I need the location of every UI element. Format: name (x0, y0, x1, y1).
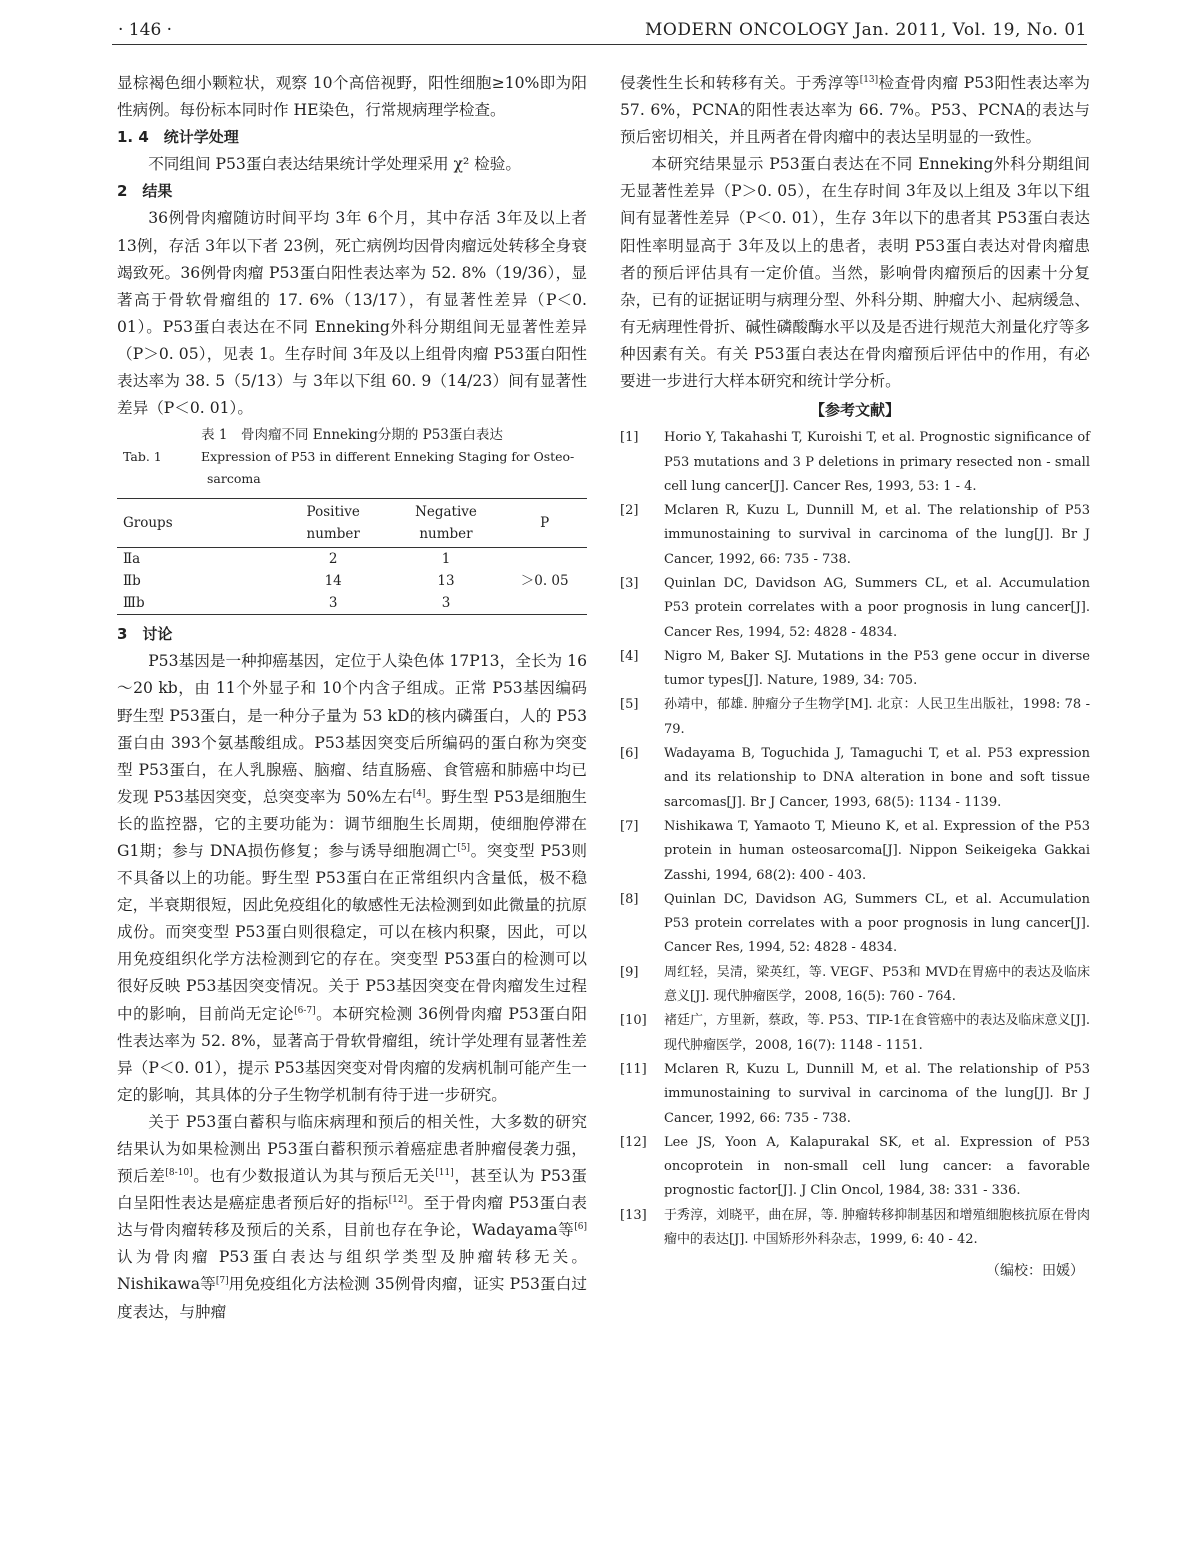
header-negative (390, 499, 503, 548)
reference-item (620, 645, 1090, 694)
reference-item (620, 1131, 1090, 1204)
header-negative-line2: number (419, 526, 473, 543)
section-2-heading: 2 结果 (117, 182, 173, 201)
reference-text: 褚廷广，方里新，蔡政，等. P53、TIP-1在食管癌中的表达及临床意义[J]. 现代肿瘤医学，2008, 16(7): 1148 - 1151. (664, 1013, 1090, 1053)
text-run: 检查骨肉瘤 P53阳性表达率为 57. 6%，PCNA的阳性表达率为 66. 7%。P53、PCNA的表达与预后密切相关，并且两者在骨肉瘤中的表达呈明显的一致性。 (620, 74, 1090, 147)
editor-note: （编校：田媛） (986, 1263, 1084, 1280)
expression-table (117, 498, 587, 615)
header-p: P (502, 499, 587, 548)
citation: [13] (859, 74, 879, 85)
reference-item (620, 1058, 1090, 1131)
cell-positive: 3 (277, 592, 390, 615)
reference-text: Quinlan DC, Davidson AG, Summers CL, et al. Accumulation P53 protein correlates with a poor prognosis in lung cancer[J]. Cancer Res, 1994, 52: 4828 - 4834. (664, 576, 1090, 640)
table-caption-cn: 表 1 骨肉瘤不同 Enneking分期的 P53蛋白表达 (201, 427, 503, 444)
header-positive (277, 499, 390, 548)
cell-group: Ⅱa (123, 551, 141, 568)
table-caption-en-line2: sarcoma (207, 471, 261, 487)
cell-negative: 1 (441, 551, 451, 568)
reference-text: Horio Y, Takahashi T, Kuroishi T, et al. Prognostic significance of P53 mutations and 3 P deletions in primary resected non - small cell lung cancer[J]. Cancer Res, 1993, 53: 1 - 4. (664, 430, 1090, 494)
reference-text: Wadayama B, Toguchida J, Tamaguchi T, et al. P53 expression and its relationship to DNA alteration in bone and soft tissue sarcomas[J]. Br J Cancer, 1993, 68(5): 1134 - 1139. (664, 746, 1090, 810)
discussion-paragraph-2 (117, 1109, 587, 1326)
citation: [4] (412, 788, 426, 799)
table-caption-en (117, 446, 587, 490)
cell-group: Ⅲb (117, 592, 277, 615)
reference-number: [9] (620, 964, 639, 980)
text-run: P53基因是一种抑癌基因，定位于人染色体 17P13，全长为 16～20 kb，由 11个外显子和 10个内含子组成。正常 P53基因编码野生型 P53蛋白，是一种分子量为 53 kD的核内磷蛋白，人的 P53蛋白由 393个氨基酸组成。P53基因突变后所编码的蛋白称为突变型 P53蛋白，在人乳腺癌、脑瘤、结直肠癌、食管癌和肺癌中均已发现 P53基因突变，总突变率为 50%左右 (117, 652, 587, 806)
citation: [6] (574, 1222, 587, 1233)
citation: [6-7] (294, 1005, 316, 1016)
references-list (620, 426, 1090, 1252)
header-rule (112, 44, 1087, 45)
text-run: 。突变型 P53则不具备以上的功能。野生型 P53蛋白在正常组织内含量低，极不稳定，半衰期很短，因此免疫组化的敏感性无法检测到如此微量的抗原成份。而突变型 P53蛋白则很稳定，可以在核内积聚，因此，可以用免疫组织化学方法检测到它的存在。突变型 P53蛋白的检测可以很好反映 P53基因突变情况。关于 P53基因突变在骨肉瘤发生过程中的影响，目前尚无定论 (117, 841, 587, 1023)
reference-number: [10] (620, 1013, 647, 1029)
header-groups: Groups (117, 499, 277, 548)
right-column (620, 70, 1090, 1285)
reference-text: 周红轻，吴清，梁英红，等. VEGF、P53和 MVD在胃癌中的表达及临床意义[J]. 现代肿瘤医学，2008, 16(5): 760 - 764. (664, 964, 1090, 1005)
reference-text: Mclaren R, Kuzu L, Dunnill M, et al. The relationship of P53 immunostaining to survival in carcinoma of the lung[J]. Br J Cancer, 1992, 66: 735 - 738. (664, 1061, 1090, 1126)
references-heading: 【参考文献】 (809, 401, 900, 420)
left-column (117, 70, 587, 1326)
citation: [12] (388, 1195, 408, 1205)
reference-number: [6] (620, 746, 639, 762)
reference-number: [12] (620, 1134, 647, 1150)
reference-item (620, 815, 1090, 888)
reference-item (620, 1009, 1090, 1058)
table-caption-en-label: Tab. 1 (123, 449, 162, 465)
reference-item (620, 693, 1090, 742)
reference-number: [11] (620, 1061, 647, 1077)
reference-item (620, 961, 1090, 1010)
table-header-row (117, 499, 587, 548)
citation: [11] (435, 1167, 454, 1178)
text-run: 关于 P53蛋白蓄积与临床病理和预后的相关性，大多数的研究结果认为如果检测出 P53蛋白蓄积预示着癌症患者肿瘤侵袭力强，预后差 (117, 1112, 587, 1186)
cell-negative: 13 (437, 573, 455, 590)
reference-item (620, 499, 1090, 572)
section-1-4-heading: 1. 4 统计学处理 (117, 128, 239, 147)
reference-item (620, 426, 1090, 499)
text-run: 。本研究检测 36例骨肉瘤 P53蛋白阳性表达率为 52. 8%，显著高于骨软骨瘤组，统计学处理有显著性差异（P＜0. 01），提示 P53基因突变对骨肉瘤的发病机制可能产生一定的影响，其具体的分子生物学机制有待于进一步研究。 (117, 1004, 587, 1104)
section-3-heading: 3 讨论 (117, 625, 173, 644)
text-run: 用免疫组化方法检测 35例骨肉瘤，证实 P53蛋白过度表达，与肿瘤 (117, 1275, 587, 1321)
reference-item (620, 742, 1090, 815)
text-run: 。野生型 P53是细胞生长的监控器，它的主要功能为：调节细胞生长周期，使细胞停滞在 G1期；参与 DNA损伤修复；参与诱导细胞凋亡 (117, 787, 587, 860)
reference-number: [3] (620, 576, 639, 591)
methods-paragraph: 显棕褐色细小颗粒状，观察 10个高倍视野，阳性细胞≥10%即为阳性病例。每份标本同时作 HE染色，行常规病理学检查。 (117, 74, 587, 120)
text-run: 。也有少数报道认为其与预后无关 (192, 1167, 436, 1186)
results-paragraph: 36例骨肉瘤随访时间平均 3年 6个月，其中存活 3年及以上者 13例，存活 3年以下者 23例，死亡病例均因骨肉瘤远处转移全身衰竭致死。36例骨肉瘤 P53蛋白阳性表达率为 52. 8%（19/36），显著高于骨软骨瘤组的 17. 6%（13/17），有显著性差异（P＜0. 01）。P53蛋白表达在不同 Enneking外科分期组间无显著性差异（P＞0. 05），见表 1。生存时间 3年及以上组骨肉瘤 P53蛋白阳性表达率为 38. 5（5/13）与 3年以下组 60. 9（14/23）间有显著性差异（P＜0. 01）。 (117, 209, 587, 418)
journal-header: MODERN ONCOLOGY Jan. 2011, Vol. 19, No. 01 (644, 20, 1087, 40)
reference-item (620, 888, 1090, 961)
reference-number: [5] (620, 697, 639, 713)
reference-text: Quinlan DC, Davidson AG, Summers CL, et al. Accumulation P53 protein correlates with a poor prognosis in lung cancer[J]. Cancer Res, 1994, 52: 4828 - 4834. (664, 891, 1090, 956)
header-negative-line1: Negative (415, 504, 477, 521)
reference-number: [1] (620, 430, 639, 446)
cell-positive: 14 (324, 573, 342, 590)
cell-p-value: ＞0. 05 (502, 548, 587, 615)
reference-item (620, 572, 1090, 645)
citation: [5] (457, 842, 471, 853)
reference-text: Nishikawa T, Yamaoto T, Mieuno K, et al. Expression of the P53 protein in human osteosarcoma[J]. Nippon Seikeigeka Gakkai Zasshi, 1994, 68(2): 400 - 403. (664, 818, 1090, 883)
reference-number: [7] (620, 818, 639, 834)
reference-number: [2] (620, 503, 639, 519)
reference-number: [8] (620, 891, 639, 907)
reference-number: [4] (620, 648, 639, 664)
stats-paragraph: 不同组间 P53蛋白表达结果统计学处理采用 χ² 检验。 (148, 155, 521, 174)
text-run: ，甚至认为 P53蛋白呈阳性表达是癌症患者预后好的指标 (117, 1167, 587, 1213)
discussion-paragraph-1 (117, 648, 587, 1109)
table-caption-en-line1: Expression of P53 in different Enneking Staging for Osteo- (201, 449, 575, 465)
text-run: 。至于骨肉瘤 P53蛋白表达与骨肉瘤转移及预后的关系，目前也存在争论，Wadayama等 (117, 1194, 587, 1240)
cell-positive: 2 (328, 551, 338, 568)
discussion-paragraph-3 (620, 70, 1090, 151)
reference-text: Lee JS, Yoon A, Kalapurakal SK, et al. Expression of P53 oncoprotein in non-small cell lung cancer: a favorable prognostic factor[J]. J Clin Oncol, 1984, 38: 331 - 336. (664, 1134, 1090, 1199)
reference-text: 孙靖中，郁雄. 肿瘤分子生物学[M]. 北京：人民卫生出版社，1998: 78 - 79. (664, 697, 1090, 737)
page-number: · 146 · (118, 20, 173, 40)
cell-group: Ⅱb (123, 573, 141, 590)
table-row (117, 548, 587, 571)
header-positive-line1: Positive (306, 504, 360, 521)
header-positive-line2: number (306, 526, 360, 543)
reference-text: Nigro M, Baker SJ. Mutations in the P53 gene occur in diverse tumor types[J]. Nature, 1989, 34: 705. (664, 648, 1090, 689)
reference-item (620, 1204, 1090, 1253)
reference-number: [13] (620, 1207, 647, 1223)
reference-text: 于秀淳，刘晓平，曲在屏，等. 肿瘤转移抑制基因和增殖细胞核抗原在骨肉瘤中的表达[J]. 中国矫形外科杂志，1999, 6: 40 - 42. (664, 1207, 1090, 1248)
discussion-paragraph-4: 本研究结果显示 P53蛋白表达在不同 Enneking外科分期组间无显著性差异（P＞0. 05），在生存时间 3年及以上组及 3年以下组间有显著性差异（P＜0. 01），生存 3年以下的患者其 P53蛋白表达阳性率明显高于 3年及以上的患者，表明 P53蛋白表达对骨肉瘤患者的预后评估具有一定价值。当然，影响骨肉瘤预后的因素十分复杂，已有的证据证明与病理分型、外科分期、肿瘤大小、起病缓急、有无病理性骨折、碱性磷酸酶水平以及是否进行规范大剂量化疗等多种因素有关。有关 P53蛋白表达在骨肉瘤预后评估中的作用，有必要进一步进行大样本研究和统计学分析。 (620, 155, 1090, 391)
citation: [8-10] (165, 1167, 193, 1178)
reference-text: Mclaren R, Kuzu L, Dunnill M, et al. The relationship of P53 immunostaining to survival in carcinoma of the lung[J]. Br J Cancer, 1992, 66: 735 - 738. (664, 503, 1090, 567)
citation: [7] (215, 1276, 229, 1287)
text-run: 认为骨肉瘤 P53蛋白表达与组织学类型及肿瘤转移无关。Nishikawa等 (117, 1248, 587, 1294)
table-1 (117, 424, 587, 615)
text-run: 侵袭性生长和转移有关。于秀淳等 (620, 74, 860, 92)
cell-negative: 3 (390, 592, 503, 615)
